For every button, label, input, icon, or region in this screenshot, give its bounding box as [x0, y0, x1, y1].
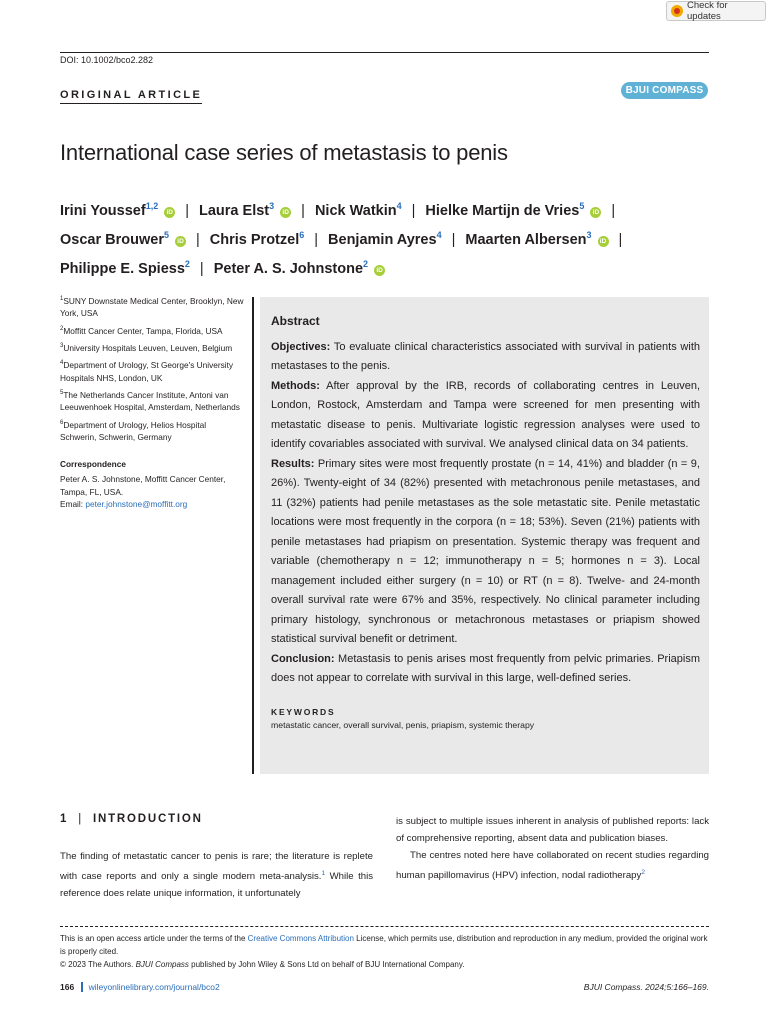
- orcid-icon[interactable]: iD: [374, 265, 385, 276]
- body-column-left: [60, 848, 373, 902]
- email-link[interactable]: peter.johnstone@moffitt.org: [85, 499, 188, 510]
- journal-badge: BJUI COMPASS: [621, 82, 708, 99]
- journal-url-link[interactable]: wileyonlinelibrary.com/journal/bco2: [81, 982, 220, 992]
- author[interactable]: Nick Watkin$^4$: [314, 201, 402, 219]
- abstract-conclusion: Conclusion: Metastasis to penis arises most frequently from pelvic primaries. Priapism does not appear to correlate with survival in this large, well-defined series.: [271, 652, 701, 684]
- abstract-objectives: Objectives: To evaluate clinical characteristics associated with survival in patients with metastases to the penis.: [271, 340, 700, 372]
- author[interactable]: Irini Youssef$^{1,2}$ iD: [60, 203, 175, 219]
- author-separator: |: [301, 203, 305, 219]
- author[interactable]: Oscar Brouwer$^5$ iD: [60, 232, 186, 248]
- orcid-icon[interactable]: iD: [598, 236, 609, 247]
- check-for-updates-label: Check for updates: [687, 0, 728, 22]
- body-column-right: [396, 813, 709, 884]
- section-heading: 1 | INTRODUCTION: [60, 813, 203, 825]
- affiliation: $^5$The Netherlands Cancer Institute, Antoni van Leeuwenhoek Hospital, Amsterdam, Netherlands: [60, 389, 240, 413]
- page-number: 166: [60, 982, 75, 992]
- doi: DOI: 10.1002/bco2.282: [60, 55, 154, 65]
- journal-citation: BJUI Compass. 2024;5:166–169.: [583, 982, 709, 992]
- author[interactable]: Peter A. S. Johnstone$^2$ iD: [214, 261, 385, 277]
- license-footnote: This is an open access article under the terms of the Creative Commons Attribution License, which permits use, distribution and reproduction in any medium, provided the original work is properly cited. © 2023 The Authors. BJUI Compass published by John Wiley & Sons Ltd on behalf of BJU International Company.: [60, 934, 708, 969]
- author-separator: |: [618, 232, 623, 248]
- affiliation: $^6$Department of Urology, Helios Hospital Schwerin, Schwerin, Germany: [60, 419, 207, 443]
- cc-license-link[interactable]: Creative Commons Attribution: [247, 934, 354, 943]
- author-separator: |: [611, 203, 616, 219]
- crossmark-icon: [671, 5, 683, 17]
- abstract-heading: Abstract: [271, 314, 320, 328]
- orcid-icon[interactable]: iD: [590, 207, 601, 218]
- author-separator: |: [314, 232, 319, 248]
- keywords-heading: KEYWORDS: [271, 706, 336, 717]
- page-footer: [60, 982, 709, 992]
- author[interactable]: Chris Protzel$^6$: [209, 230, 305, 248]
- paragraph: is subject to multiple issues inherent in analysis of published reports: lack of comprehensive reporting, absent data and publication biases.: [396, 816, 709, 844]
- author-separator: |: [411, 203, 416, 219]
- author[interactable]: Philippe E. Spiess$^2$: [60, 259, 190, 277]
- author-separator: |: [451, 232, 456, 248]
- abstract-box: [260, 297, 709, 774]
- correspondence-text: Peter A. S. Johnstone, Moffitt Cancer Center, Tampa, FL, USA. Email: peter.johnstone@moffitt.org: [60, 474, 226, 510]
- header-rule: [60, 52, 709, 53]
- author-separator: |: [196, 232, 200, 248]
- footnote-rule: [60, 926, 709, 927]
- abstract-results: Results: Primary sites were most frequently prostate (n = 14, 41%) and bladder (n = 9, 26%). Twenty-eight of 34 (82%) presented with metachronous penile metastases, and 11 (32%) patients had penile metastases as the sole metastatic site. Penile metastatic locations were most frequently in the corpora (n = 18; 53%). Seven (21%) patients with penile metastases had priapism on presentation. Systemic therapy was frequent and variable (chemotherapy n = 12; immunotherapy n = 5; hormones n = 3). Local management included either surgery (n = 10) or RT (n = 8). Twelve- and 24-month overall survival rate were 67% and 35%, respectively. No clinical parameter including primary histology, synchronous or metachronous metastases or priapism showed statistical survival benefit or detriment.: [271, 457, 700, 645]
- correspondence-heading: Correspondence: [60, 458, 126, 469]
- author-separator: |: [185, 203, 190, 219]
- paragraph: The centres noted here have collaborated on recent studies regarding human papillomavirus (HPV) infection, nodal radiotherapy$^2$: [396, 850, 709, 881]
- author[interactable]: Benjamin Ayres$^4$: [328, 230, 442, 248]
- article-title: International case series of metastasis to penis: [60, 140, 508, 165]
- affiliation: $^3$University Hospitals Leuven, Leuven, Belgium: [60, 342, 233, 353]
- orcid-icon[interactable]: iD: [280, 207, 291, 218]
- author[interactable]: Laura Elst$^3$ iD: [199, 203, 291, 219]
- check-for-updates-button[interactable]: [666, 1, 766, 21]
- orcid-icon[interactable]: iD: [175, 236, 186, 247]
- author[interactable]: Maarten Albersen$^3$ iD: [465, 232, 608, 248]
- paragraph: The finding of metastatic cancer to penis is rare; the literature is replete with case reports and only a single modern meta-analysis.$^1$ While this reference does relate unique information, it unfortunately: [60, 851, 374, 899]
- abstract-methods: Methods: After approval by the IRB, records of collaborating centres in Leuven, London, Rostock, Amsterdam and Tampa were screened for men presenting with metastatic disease to penis. Multivariate logistic regression analyses were used to identify covariables associated with survival. We analysed clinical data on 34 patients.: [271, 379, 701, 450]
- affiliation: $^2$Moffitt Cancer Center, Tampa, Florida, USA: [60, 325, 223, 336]
- author-separator: |: [199, 261, 204, 277]
- article-type: ORIGINAL ARTICLE: [60, 89, 202, 104]
- reference-link[interactable]: 2: [641, 869, 645, 876]
- affiliations: [60, 293, 244, 514]
- orcid-icon[interactable]: iD: [164, 207, 175, 218]
- author[interactable]: Hielke Martijn de Vries$^5$ iD: [425, 203, 601, 219]
- keywords: metastatic cancer, overall survival, penis, priapism, systemic therapy: [271, 719, 535, 730]
- affiliation: $^1$SUNY Downstate Medical Center, Brooklyn, New York, USA: [60, 295, 244, 319]
- affiliation: $^4$Department of Urology, St George's University Hospitals NHS, London, UK: [60, 360, 234, 383]
- abstract-divider: [252, 297, 254, 774]
- author-list: [60, 194, 720, 281]
- reference-link[interactable]: 1: [321, 870, 326, 877]
